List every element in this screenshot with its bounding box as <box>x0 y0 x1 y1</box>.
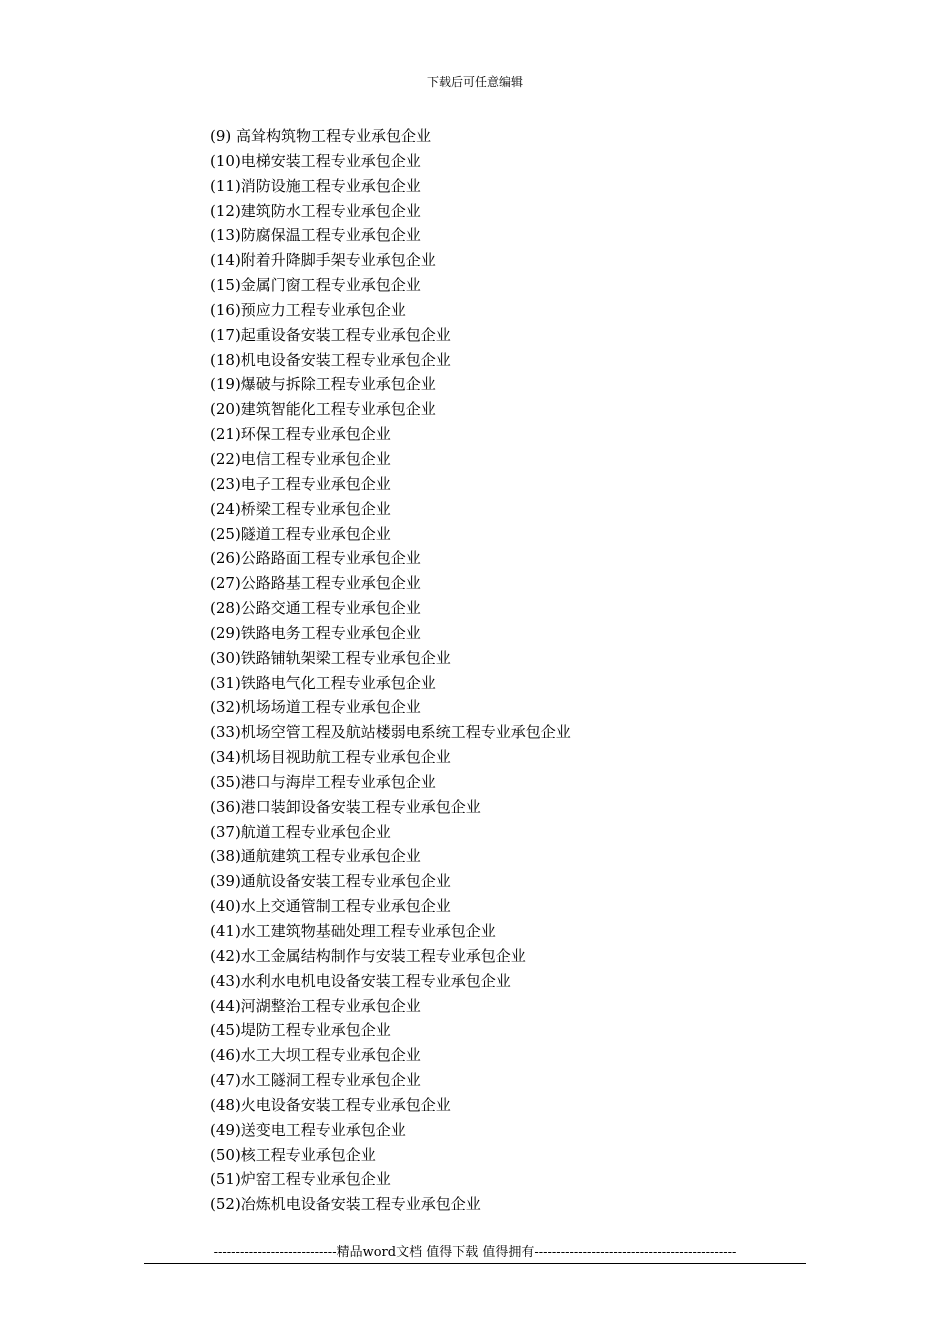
list-item: (28)公路交通工程专业承包企业 <box>210 599 421 618</box>
list-item: (20)建筑智能化工程专业承包企业 <box>210 400 436 419</box>
list-item: (22)电信工程专业承包企业 <box>210 449 391 468</box>
list-item: (32)机场场道工程专业承包企业 <box>210 698 421 717</box>
list-item: (12)建筑防水工程专业承包企业 <box>210 201 421 220</box>
list-item: (15)金属门窗工程专业承包企业 <box>210 276 421 295</box>
enterprise-list <box>210 124 571 1217</box>
list-item: (36)港口装卸设备安装工程专业承包企业 <box>210 797 481 816</box>
list-item: (42)水工金属结构制作与安装工程专业承包企业 <box>210 946 526 965</box>
list-item: (13)防腐保温工程专业承包企业 <box>210 226 421 245</box>
list-item: (11)消防设施工程专业承包企业 <box>210 176 421 195</box>
list-item: (40)水上交通管制工程专业承包企业 <box>210 897 451 916</box>
list-item: (43)水利水电机电设备安装工程专业承包企业 <box>210 971 511 990</box>
list-item: (30)铁路铺轨架梁工程专业承包企业 <box>210 648 451 667</box>
list-item: (38)通航建筑工程专业承包企业 <box>210 847 421 866</box>
list-item: (16)预应力工程专业承包企业 <box>210 300 406 319</box>
list-item: (48)火电设备安装工程专业承包企业 <box>210 1095 451 1114</box>
list-item: (10)电梯安装工程专业承包企业 <box>210 151 421 170</box>
list-item: (9) 高耸构筑物工程专业承包企业 <box>210 127 432 145</box>
list-item: (27)公路路基工程专业承包企业 <box>210 574 421 593</box>
list-item: (29)铁路电务工程专业承包企业 <box>210 623 421 642</box>
list-item: (19)爆破与拆除工程专业承包企业 <box>210 375 436 394</box>
list-item: (17)起重设备安装工程专业承包企业 <box>210 325 451 344</box>
list-item: (44)河湖整治工程专业承包企业 <box>210 996 421 1015</box>
list-item: (47)水工隧洞工程专业承包企业 <box>210 1071 421 1090</box>
list-item: (24)桥梁工程专业承包企业 <box>210 499 391 518</box>
footer-divider <box>144 1263 806 1264</box>
list-item: (21)环保工程专业承包企业 <box>210 425 391 444</box>
list-item: (23)电子工程专业承包企业 <box>210 474 391 493</box>
list-item: (52)冶炼机电设备安装工程专业承包企业 <box>210 1195 481 1214</box>
list-item: (31)铁路电气化工程专业承包企业 <box>210 673 436 692</box>
list-item: (18)机电设备安装工程专业承包企业 <box>210 350 451 369</box>
list-item: (39)通航设备安装工程专业承包企业 <box>210 872 451 891</box>
list-item: (14)附着升降脚手架专业承包企业 <box>210 251 436 270</box>
list-item: (35)港口与海岸工程专业承包企业 <box>210 772 436 791</box>
list-item: (45)堤防工程专业承包企业 <box>210 1021 391 1040</box>
list-item: (34)机场目视助航工程专业承包企业 <box>210 748 451 767</box>
list-item: (46)水工大坝工程专业承包企业 <box>210 1046 421 1065</box>
list-item: (37)航道工程专业承包企业 <box>210 822 391 841</box>
list-item: (51)炉窑工程专业承包企业 <box>210 1170 391 1189</box>
list-item: (41)水工建筑物基础处理工程专业承包企业 <box>210 922 496 940</box>
list-item: (25)隧道工程专业承包企业 <box>210 524 391 543</box>
list-item: (49)送变电工程专业承包企业 <box>210 1120 406 1139</box>
list-item: (50)核工程专业承包企业 <box>210 1145 376 1164</box>
list-item: (26)公路路面工程专业承包企业 <box>210 549 421 568</box>
list-item: (33)机场空管工程及航站楼弱电系统工程专业承包企业 <box>210 723 571 742</box>
page-footer: ----------------------------精品word文档 值得下载 值得拥有---------------------------------------------- <box>213 1245 737 1260</box>
page-header: 下载后可任意编辑 <box>426 75 523 89</box>
